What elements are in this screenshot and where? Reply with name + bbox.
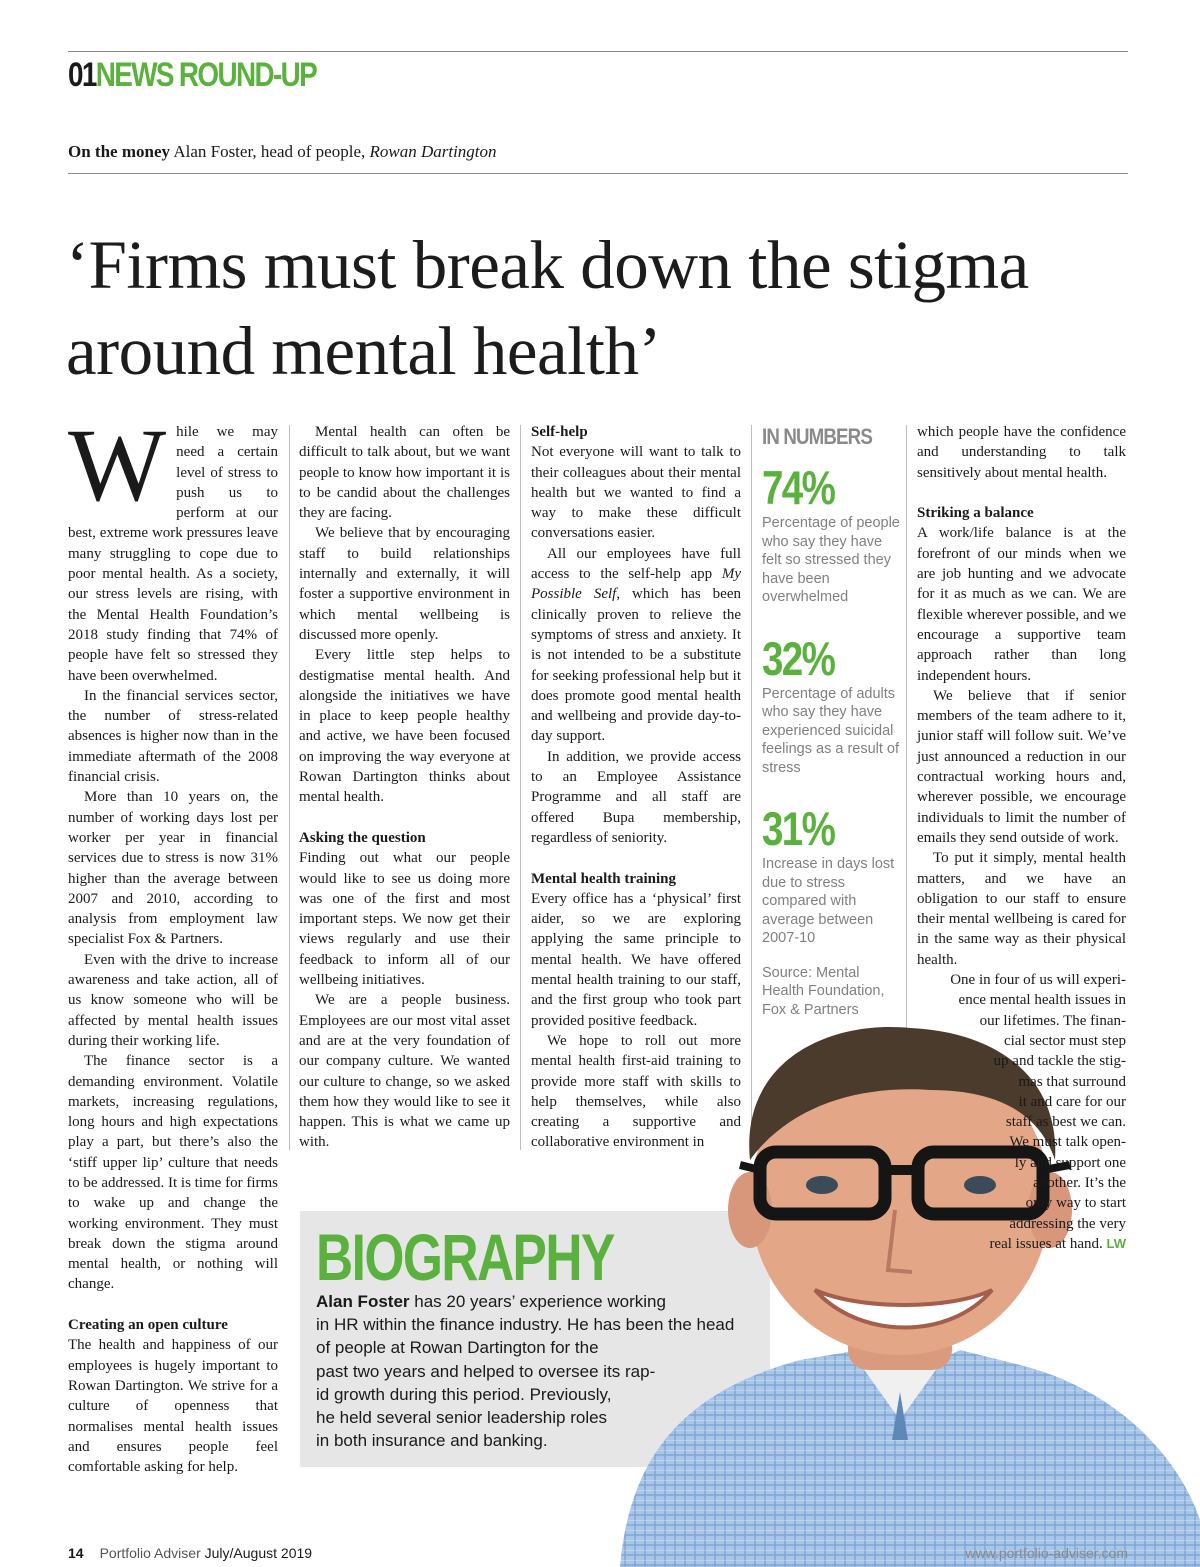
paragraph: which people have the confidence and understanding to talk sensitively about mental health. (917, 424, 1126, 481)
stat-item (762, 462, 902, 607)
column-divider (520, 425, 521, 1150)
issue-date: July/August 2019 (204, 1545, 313, 1561)
paragraph: We believe that by encouraging staff to build relationships internally and externally, it will foster a supportive environment in which mental wellbeing is discussed more openly. (299, 525, 510, 643)
drop-cap: W (68, 408, 167, 523)
paragraph: Not everyone will want to talk to their colleagues about their mental health but we wanted to find a way to make these difficult conversations easier. (531, 444, 741, 542)
subheading: Self-help (531, 424, 588, 440)
paragraph: All our employees have full access to the self-help app My Possible Self, which has been clinically proven to relieve the symptoms of stress and anxiety. It is not intended to be a substitute for seeking professional help but it does promote good mental health and wellbeing and provide day-to-day support. (531, 545, 741, 745)
section-label: NEWS ROUND-UP (95, 56, 317, 94)
biography-name: Alan Foster (316, 1292, 410, 1311)
paragraph: In addition, we provide access to an Employee Assistance Programme and all staff are offered Bupa membership, regardless of seniority. (531, 748, 741, 846)
website-url[interactable]: www.portfolio-adviser.com (965, 1545, 1128, 1561)
top-rule (68, 51, 1128, 52)
kicker-person: Alan Foster, head of people, (173, 142, 370, 161)
column-divider (289, 425, 290, 1150)
paragraph-wrapped: One in four of us will experi- ence mental health issues in our lifetimes. The finan- cial sector must step up and tackle the stig- mas that surround it and care for our staff as best we can. We must talk open- ly and support one another. It’s the only way to start addressing the very real issues at hand. LW (950, 972, 1126, 1252)
stat-value: 32% (762, 631, 835, 685)
subheading: Striking a balance (917, 505, 1034, 522)
stat-source: Source: Mental Health Foundation, Fox & Partners (762, 964, 885, 1018)
paragraph: Even with the drive to increase awareness and take action, all of us know someone who will be affected by mental health issues during their working life. (68, 951, 278, 1049)
paragraph: In the financial services sector, the number of stress-related absences is higher now than in the immediate aftermath of the 2008 financial crisis. (68, 687, 278, 786)
stat-description: Increase in days lost due to stress compared with average between 2007-10 (762, 856, 895, 946)
biography-text: Alan Foster has 20 years’ experience working in HR within the finance industry. He has been the head of people at Rowan Dartington for the past two years and helped to oversee its rap- id growth during this period. Previously, he held several senior leadership roles in both insurance and banking. (316, 1292, 735, 1451)
stat-value: 74% (762, 461, 835, 514)
kicker-series: On the money (68, 142, 170, 161)
article-column-5 (917, 422, 1126, 1254)
paragraph: While we may need a certain level of stress to push us to perform at our best, extreme work pressures leave many struggling to cope due to poor mental health. As a society, our stress levels are rising, with the Mental Health Foundation’s 2018 study finding that 74% of people have felt so stressed they have been overwhelmed. (68, 408, 278, 684)
article-column-1 (68, 408, 278, 1477)
stat-item (762, 803, 902, 948)
page-footer (68, 1545, 312, 1561)
in-numbers-title: IN NUMBERS (762, 424, 872, 449)
section-number: 01 (68, 56, 96, 94)
paragraph: Finding out what our people would like to see us doing more was one of the first and most important steps. We now get their views regularly and use their feedback to inform all of our wellbeing initiatives. (299, 850, 510, 989)
paragraph: The finance sector is a demanding environment. Volatile markets, increasing regulations, long hours and high expectations play a part, but there’s also the ‘stiff upper lip’ culture that needs to be addressed. It is time for firms to wake up and change the working environment. They must break down the stigma around mental health, or nothing will change. (68, 1053, 278, 1293)
stat-item (762, 633, 902, 778)
subheading: Creating an open culture (68, 1317, 228, 1334)
section-header (68, 56, 316, 95)
paragraph: Every little step helps to destigmatise mental health. And alongside the initiatives we have in place to keep people healthy and active, we have been focused on improving the way everyone at Rowan Dartington thinks about mental health. (299, 647, 510, 806)
page-number: 14 (68, 1545, 84, 1561)
paragraph: Every office has a ‘physical’ first aider, so we are exploring applying the same principle to mental health. We have offered mental health training to our staff, and the first group who took part provided positive feedback. (531, 890, 741, 1029)
subheading: Mental health training (531, 870, 676, 887)
headline: ‘Firms must break down the stigma around mental health’ (66, 227, 1029, 389)
stat-value: 31% (762, 802, 835, 855)
stat-description: Percentage of adults who say they have experienced suicidal feelings as a result of stress (762, 685, 900, 776)
subheading: Asking the question (299, 829, 426, 846)
kicker-company: Rowan Dartington (369, 142, 497, 161)
app-name: My Possible Self (531, 566, 741, 603)
paragraph: To put it simply, mental health matters, and we have an obligation to our staff to ensure their mental wellbeing is cared for in the same way as their physical health. (917, 850, 1126, 968)
paragraph: A work/life balance is at the forefront of our minds when we are job hunting and we advocate for it as much as we can. We are flexible wherever possible, and we encourage a supportive team approach rather than long independent hours. (917, 525, 1126, 684)
biography-title: BIOGRAPHY (316, 1220, 614, 1294)
paragraph: We believe that if senior members of the team adhere to it, junior staff will follow suit. We’ve just announced a reduction in our contractual working hours and, wherever possible, we encourage individuals to limit the number of emails they send outside of work. (917, 687, 1126, 846)
kicker-rule (68, 173, 1128, 174)
in-numbers-panel (762, 424, 902, 1019)
paragraph: We are a people business. Employees are our most vital asset and are at the very foundation of our company culture. We wanted our culture to change, so we asked them how they would like to see it happen. This is what we came up with. (299, 992, 510, 1151)
paragraph: We hope to roll out more mental health first-aid training to provide more staff with skills to help themselves, while also creating a supportive and collaborative environment in (531, 1032, 741, 1151)
stat-description: Percentage of people who say they have felt so stressed they have been overwhelmed (762, 515, 900, 605)
paragraph: The health and happiness of our employees is hugely important to Rowan Dartington. We strive for a culture of openness that normalises mental health issues and ensures people feel comfortable asking for help. (68, 1337, 278, 1476)
paragraph: Mental health can often be difficult to talk about, but we want people to know how important it is to be candid about the challenges they are facing. (299, 424, 510, 522)
paragraph: More than 10 years on, the number of working days lost per worker per year in financial services due to stress is now 31% higher than the average between 2007 and 2010, according to analysis from employment law specialist Fox & Partners. (68, 789, 278, 948)
publication-name: Portfolio Adviser (99, 1545, 205, 1561)
article-column-2 (299, 422, 510, 1153)
author-initials: LW (1106, 1235, 1126, 1251)
kicker (68, 142, 497, 162)
